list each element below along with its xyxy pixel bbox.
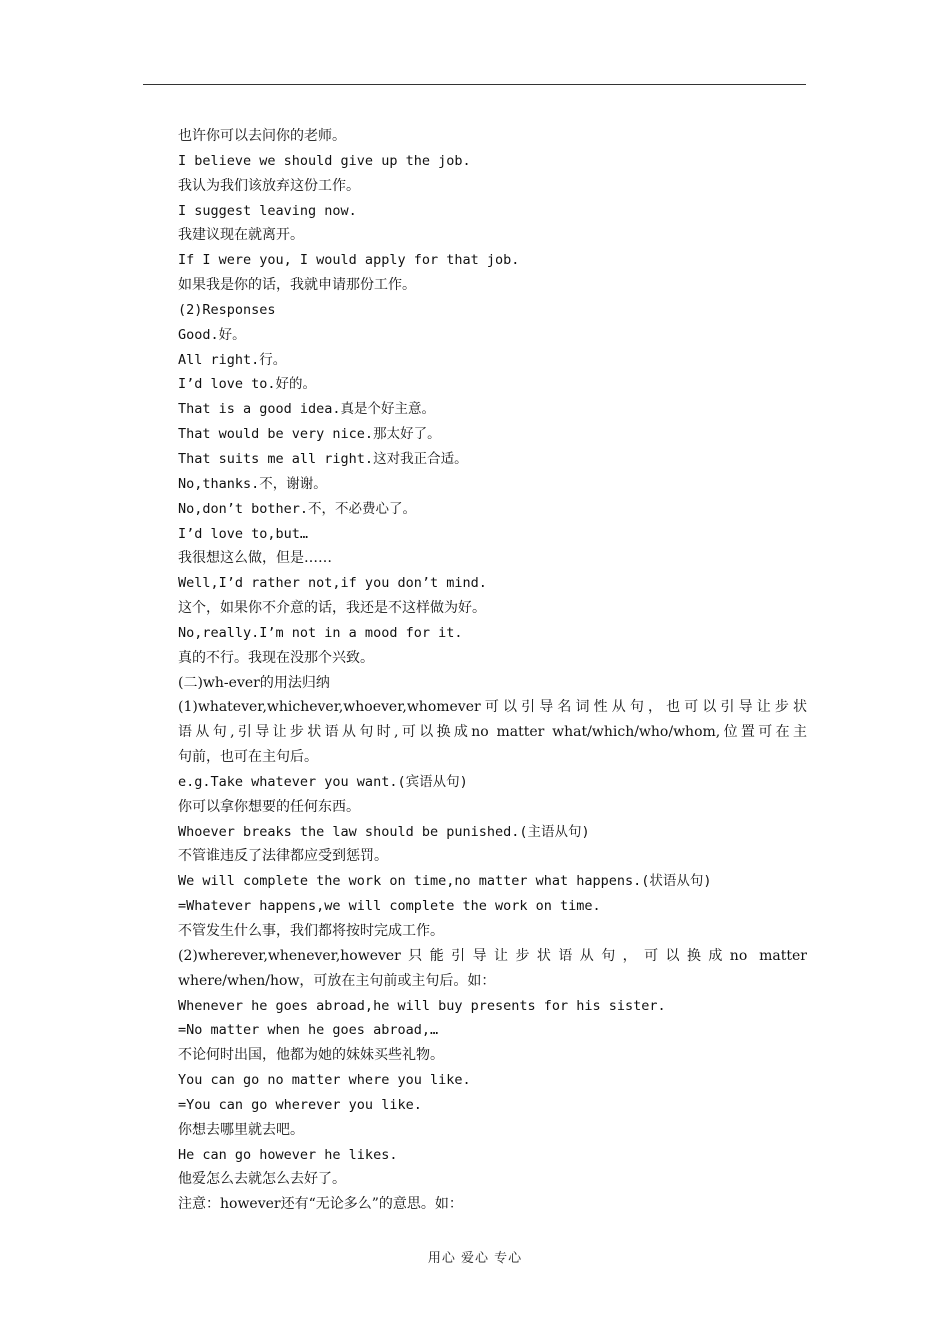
example-line: =You can go wherever you like. xyxy=(178,1096,422,1113)
text-line: 你可以拿你想要的任何东西。 xyxy=(178,798,360,815)
text-line: 如果我是你的话，我就申请那份工作。 xyxy=(178,277,416,294)
document-body xyxy=(178,124,807,1217)
example-line: =No matter when he goes abroad,… xyxy=(178,1022,439,1039)
text-line: No,thanks.不，谢谢。 xyxy=(178,475,327,492)
text-line: If I were you, I would apply for that job. xyxy=(178,252,520,269)
text-line: 不管发生什么事，我们都将按时完成工作。 xyxy=(178,923,444,939)
paragraph-line: where/when/how，可放在主句前或主句后。如： xyxy=(178,972,496,989)
text-line: I suggest leaving now. xyxy=(178,202,357,219)
text-line: 你想去哪里就去吧。 xyxy=(178,1121,304,1138)
paragraph-line: 语从句,引导让步状语从句时,可以换成no matter what/which/who/whom,位置可在主 xyxy=(178,724,807,741)
text-line: I’d love to.好的。 xyxy=(178,376,317,393)
text-line: All right.行。 xyxy=(178,351,287,368)
example-line: Whoever breaks the law should be punished.(主语从句) xyxy=(178,823,590,840)
text-line: 真的不行。我现在没那个兴致。 xyxy=(178,649,374,666)
text-line: 我建议现在就离开。 xyxy=(178,227,304,244)
header-rule xyxy=(143,84,806,85)
text-line: I believe we should give up the job. xyxy=(178,152,471,169)
text-line: 这个，如果你不介意的话，我还是不这样做为好。 xyxy=(178,600,486,617)
example-line: You can go no matter where you like. xyxy=(178,1072,471,1089)
page-footer: 用心 爱心 专心 xyxy=(427,1251,523,1266)
text-line: I’d love to,but… xyxy=(178,525,309,542)
paragraph-line: (2)wherever,whenever,however只能引导让步状语从句，可以换成no matter xyxy=(178,947,807,964)
text-line: No,really.I’m not in a mood for it. xyxy=(178,624,463,641)
text-line: 不管谁违反了法律都应受到惩罚。 xyxy=(178,848,388,865)
note-line: 注意：however还有“无论多么”的意思。如： xyxy=(178,1196,463,1213)
text-line: That would be very nice.那太好了。 xyxy=(178,426,441,443)
text-line: 不论何时出国，他都为她的妹妹买些礼物。 xyxy=(178,1047,444,1064)
text-line: That suits me all right.这对我正合适。 xyxy=(178,450,468,467)
example-line: e.g.Take whatever you want.(宾语从句) xyxy=(178,773,468,790)
section-heading: (2)Responses xyxy=(178,301,276,318)
paragraph-line: 句前，也可在主句后。 xyxy=(178,749,318,766)
example-line: He can go however he likes. xyxy=(178,1146,398,1163)
paragraph-line: (1)whatever,whichever,whoever,whomever可以引导名词性从句，也可以引导让步状 xyxy=(178,699,807,716)
section-heading: (二)wh-ever的用法归纳 xyxy=(178,674,330,691)
example-line: Whenever he goes abroad,he will buy presents for his sister. xyxy=(178,997,666,1014)
example-line: We will complete the work on time,no matter what happens.(状语从句) xyxy=(178,873,712,890)
text-line: Good.好。 xyxy=(178,326,246,343)
example-line: =Whatever happens,we will complete the work on time. xyxy=(178,898,601,915)
text-line: 也许你可以去问你的老师。 xyxy=(178,128,346,144)
text-line: Well,I’d rather not,if you don’t mind. xyxy=(178,575,487,592)
text-line: That is a good idea.真是个好主意。 xyxy=(178,401,436,418)
text-line: 我认为我们该放弃这份工作。 xyxy=(178,177,360,194)
text-line: No,don’t bother.不，不必费心了。 xyxy=(178,500,417,517)
text-line: 他爱怎么去就怎么去好了。 xyxy=(178,1171,346,1188)
text-line: 我很想这么做，但是…… xyxy=(178,550,332,567)
